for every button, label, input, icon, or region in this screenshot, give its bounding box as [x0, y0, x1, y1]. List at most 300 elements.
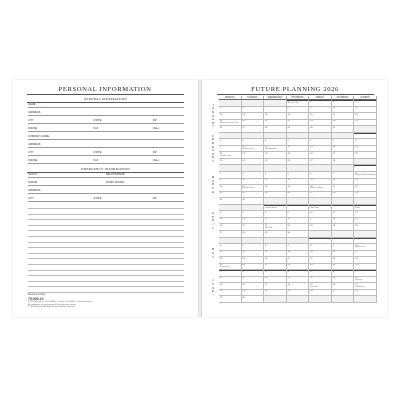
day-number: 15 [264, 218, 268, 221]
day-number: 25 [264, 159, 268, 162]
day-number: 13 [310, 146, 313, 149]
day-number: 16 [219, 185, 223, 188]
holiday-note: Earth Day [264, 227, 273, 229]
day-number: 24 [242, 159, 245, 162]
day-cell[interactable] [242, 165, 265, 172]
day-number: 14 [287, 251, 290, 254]
day-number: 8 [355, 139, 357, 142]
day-cell[interactable] [309, 296, 332, 303]
day-number: 9 [219, 146, 222, 149]
day-number: 18 [264, 152, 268, 155]
form-row[interactable] [28, 132, 184, 140]
day-number: 5 [242, 244, 244, 247]
field-label: CITY [28, 151, 34, 155]
day-number: 9 [219, 179, 222, 182]
day-number: 12 [355, 211, 358, 214]
day-number: 11 [332, 211, 335, 214]
day-number: 18 [355, 113, 358, 116]
day-number: 31 [355, 264, 358, 267]
form-row[interactable] [28, 108, 184, 116]
field-label: CELL [152, 127, 160, 131]
day-number: 23 [332, 257, 336, 260]
day-number: 27 [242, 126, 245, 129]
holiday-note: Juneteenth [310, 286, 318, 288]
day-number: 3 [242, 139, 244, 142]
month-label-april: A P R I L [211, 211, 215, 230]
day-number: 17 [332, 113, 336, 116]
holiday-note: New Year's Day [287, 103, 299, 105]
planning-calendar [211, 96, 377, 303]
emergency-information-header: EMERGENCY INFORMATION [27, 167, 184, 173]
day-number: 13 [242, 113, 245, 116]
day-cell[interactable] [309, 165, 332, 172]
field-label: NOTIFY [28, 173, 38, 177]
day-number: 2 [332, 238, 334, 241]
week-row [219, 296, 377, 303]
day-number: 26 [355, 225, 358, 227]
day-number: 11 [264, 179, 268, 182]
holiday-note: St. Patrick's Day [242, 188, 255, 190]
imprint-label: Reorder number [28, 293, 46, 297]
day-number: 14 [332, 179, 336, 182]
day-number: 19 [310, 283, 313, 286]
day-number: 24 [310, 225, 313, 227]
day-number: 21 [287, 257, 290, 260]
day-number: 9 [310, 107, 312, 110]
note-line[interactable] [28, 258, 184, 259]
form-row[interactable] [28, 156, 184, 164]
day-number: 4 [355, 100, 357, 103]
day-number: 21 [264, 120, 268, 123]
month-label-february: F E B R U A R Y [211, 133, 215, 163]
day-number: 30 [287, 231, 290, 234]
day-number: 26 [310, 290, 313, 293]
day-cell[interactable] [242, 231, 268, 238]
holiday-note: Father's Day [355, 286, 365, 288]
day-number: 27 [332, 290, 336, 293]
day-cell[interactable] [354, 296, 377, 303]
note-line[interactable] [28, 230, 184, 231]
form-row[interactable] [28, 194, 184, 202]
holiday-note: First Day of Spring [310, 188, 324, 190]
day-number: 23 [287, 225, 290, 227]
day-number: 23 [219, 192, 223, 195]
imprint-small-3: © 2025 Bluecoat. All Rights Reserved. Made in Vietnam. [28, 306, 76, 309]
day-number: 26 [287, 159, 290, 162]
day-number: 25 [355, 120, 358, 123]
day-number: 23 [310, 120, 313, 123]
day-number: 28 [264, 126, 268, 129]
day-number: 10 [242, 146, 245, 149]
day-cell[interactable] [332, 296, 355, 303]
field-label: CELL [152, 159, 160, 163]
holiday-note: Good Friday [310, 207, 319, 209]
day-number: 15 [219, 283, 223, 286]
day-number: 3 [332, 100, 334, 103]
day-number: 17 [310, 218, 313, 221]
note-line[interactable] [28, 275, 184, 276]
holiday-note: Memorial Day [219, 266, 230, 268]
reorder-code: 75-909-10 [28, 296, 44, 301]
weekday-label: WEDNESDAY [264, 96, 287, 100]
day-number: 12 [219, 113, 223, 116]
form-row[interactable] [28, 140, 184, 148]
day-number: 8 [264, 211, 267, 214]
field-label: ZIP [152, 151, 157, 155]
holiday-note: Flag Day [355, 279, 362, 281]
day-number: 1 [355, 133, 357, 136]
day-number: 7 [242, 211, 244, 214]
day-number: 22 [264, 225, 268, 227]
day-cell[interactable] [309, 231, 334, 241]
page-title: PERSONAL INFORMATION [58, 86, 152, 93]
day-number: 1 [310, 238, 312, 241]
field-label: COMPANY NAME [28, 135, 50, 139]
day-number: 16 [310, 113, 313, 116]
day-number: 19 [355, 218, 358, 221]
day-number: 10 [355, 244, 358, 247]
day-number: 11 [264, 146, 268, 149]
title-rule [27, 94, 184, 95]
day-cell[interactable] [219, 231, 245, 238]
field-label: ADDRESS [28, 143, 41, 147]
day-number: 25 [287, 290, 290, 293]
day-number: 12 [287, 146, 290, 149]
day-number: 22 [310, 257, 313, 260]
day-number: 29 [355, 192, 358, 195]
month-label-march: M A R C H [211, 175, 215, 194]
day-number: 26 [287, 192, 290, 195]
day-number: 27 [310, 159, 313, 162]
day-number: 26 [242, 264, 245, 267]
day-number: 20 [310, 185, 313, 188]
day-cell[interactable] [264, 165, 287, 172]
day-number: 20 [219, 225, 223, 227]
month-label-may: M A Y [211, 247, 215, 259]
day-number: 15 [355, 179, 358, 182]
field-label: PHONE [28, 127, 38, 131]
day-number: 11 [355, 107, 358, 110]
day-number: 7 [287, 244, 289, 247]
planner-spread [12, 80, 388, 317]
day-number: 8 [287, 107, 289, 110]
day-number: 4 [219, 244, 222, 247]
form-row[interactable] [28, 186, 184, 194]
title-rule [217, 94, 374, 95]
day-number: 29 [310, 264, 313, 267]
day-number: 21 [355, 283, 358, 286]
day-number: 29 [264, 231, 268, 234]
form-row[interactable] [28, 170, 184, 178]
day-cell[interactable] [332, 165, 355, 172]
form-row[interactable] [28, 148, 184, 156]
day-number: 22 [219, 290, 223, 293]
form-row[interactable] [28, 178, 184, 186]
day-number: 6 [219, 211, 222, 214]
day-number: 20 [264, 257, 268, 260]
day-number: 21 [332, 152, 336, 155]
day-number: 29 [219, 297, 223, 300]
day-number: 1 [219, 270, 222, 273]
day-number: 30 [219, 198, 223, 201]
day-cell[interactable] [242, 296, 265, 303]
day-number: 17 [264, 283, 268, 286]
day-number: 27 [310, 192, 313, 195]
form-row[interactable] [28, 124, 184, 132]
note-line[interactable] [28, 264, 184, 265]
field-label: PHONE [28, 181, 38, 185]
note-line[interactable] [28, 253, 184, 254]
day-number: 1 [355, 166, 357, 169]
day-number: 19 [219, 120, 223, 123]
field-label: ZIP [152, 197, 157, 201]
day-cell[interactable] [264, 231, 287, 238]
day-number: 14 [242, 218, 245, 221]
day-cell[interactable] [354, 165, 377, 172]
day-number: 20 [332, 283, 336, 286]
day-number: 5 [219, 107, 222, 110]
holiday-note: Valentine's Day [242, 149, 254, 151]
field-label: ADDRESS [28, 189, 41, 193]
day-number: 7 [355, 270, 357, 273]
weekday-label: SUNDAY [354, 96, 377, 100]
imprint [28, 293, 93, 309]
imprint-small-2: All trademarks are the property of their respective owners [28, 303, 77, 306]
day-number: 28 [242, 231, 245, 234]
field-label: PHONE [28, 159, 38, 163]
day-number: 23 [219, 159, 223, 162]
day-number: 25 [219, 264, 223, 267]
holiday-note: Passover Begins [264, 207, 277, 209]
day-number: 14 [355, 277, 358, 280]
day-number: 16 [242, 283, 245, 286]
day-number: 8 [310, 244, 312, 247]
day-number: 13 [332, 277, 336, 280]
field-label: STATE [93, 197, 102, 201]
day-number: 7 [332, 172, 334, 175]
note-line[interactable] [28, 242, 184, 243]
week-row [219, 165, 377, 172]
day-number: 12 [242, 251, 245, 254]
day-number: 22 [355, 185, 358, 188]
note-line[interactable] [28, 208, 184, 209]
day-number: 4 [287, 270, 289, 273]
month-label-june: J U N E [211, 278, 215, 294]
note-line[interactable] [28, 214, 184, 215]
day-number: 2 [310, 100, 312, 103]
day-number: 5 [310, 270, 312, 273]
holiday-note: Easter [355, 207, 360, 209]
day-number: 2 [287, 205, 289, 208]
day-cell[interactable] [287, 231, 312, 241]
day-number: 28 [332, 192, 336, 195]
day-number: 28 [332, 159, 336, 162]
note-line[interactable] [28, 219, 184, 220]
day-number: 21 [332, 185, 336, 188]
day-number: 5 [355, 205, 357, 208]
form-row[interactable] [28, 100, 184, 108]
weekday-label: FRIDAY [309, 96, 332, 100]
day-number: 31 [242, 198, 245, 201]
field-label: STATE [93, 119, 102, 123]
left-page-personal-information [12, 80, 198, 317]
day-number: 14 [264, 113, 268, 116]
day-number: 10 [264, 277, 268, 280]
day-number: 12 [287, 179, 290, 182]
day-number: 24 [332, 120, 336, 123]
day-number: 22 [355, 152, 358, 155]
note-line[interactable] [28, 236, 184, 237]
day-number: 23 [242, 290, 245, 293]
field-label: FAX [93, 127, 99, 131]
day-number: 6 [310, 139, 312, 142]
day-number: 30 [310, 126, 313, 129]
general-information-header: GENERAL INFORMATION [27, 97, 184, 103]
day-number: 3 [310, 205, 312, 208]
day-number: 25 [332, 225, 336, 227]
day-number: 13 [264, 251, 268, 254]
day-number: 7 [264, 107, 267, 110]
day-number: 30 [332, 264, 336, 267]
day-number: 1 [287, 100, 289, 103]
day-number: 10 [242, 179, 245, 182]
day-number: 4 [332, 205, 334, 208]
day-number: 17 [242, 185, 245, 188]
day-number: 16 [332, 251, 336, 254]
day-number: 24 [242, 192, 245, 195]
note-line[interactable] [28, 281, 184, 282]
day-number: 8 [219, 277, 222, 280]
day-number: 11 [219, 251, 223, 254]
day-number: 18 [219, 257, 223, 260]
day-number: 27 [264, 264, 268, 267]
day-number: 16 [287, 218, 290, 221]
day-number: 22 [287, 120, 290, 123]
day-number: 25 [264, 192, 268, 195]
day-number: 17 [242, 152, 245, 155]
field-label: ADDRESS [28, 111, 41, 115]
day-cell[interactable] [219, 296, 245, 303]
day-number: 6 [242, 107, 244, 110]
day-number: 4 [264, 139, 267, 142]
holiday-note: Daylight Saving Time Begins [355, 175, 376, 177]
day-number: 5 [287, 139, 289, 142]
holiday-note: Presidents' Day [219, 155, 231, 157]
note-line[interactable] [28, 225, 184, 226]
field-label: FAX [93, 159, 99, 163]
day-number: 31 [332, 126, 336, 129]
day-number: 6 [264, 244, 267, 247]
field-label: ZIP [152, 119, 157, 123]
day-number: 3 [242, 172, 244, 175]
right-page-future-planning [202, 80, 388, 317]
field-label: CITY [28, 119, 34, 123]
day-number: 14 [332, 146, 336, 149]
page-title: FUTURE PLANNING 2026 [251, 86, 339, 93]
day-number: 6 [310, 172, 312, 175]
day-number: 9 [242, 277, 244, 280]
day-number: 6 [332, 270, 334, 273]
form-row[interactable] [28, 116, 184, 124]
note-line[interactable] [28, 270, 184, 271]
day-number: 2 [219, 139, 222, 142]
day-number: 17 [355, 251, 358, 254]
day-number: 10 [310, 211, 313, 214]
day-number: 15 [310, 251, 313, 254]
holiday-note: Ash Wednesday [264, 149, 277, 151]
day-number: 20 [310, 152, 313, 155]
day-number: 9 [332, 244, 334, 247]
day-number: 20 [242, 120, 245, 123]
day-number: 24 [264, 290, 268, 293]
day-number: 13 [310, 179, 313, 182]
day-number: 11 [287, 277, 290, 280]
day-number: 30 [242, 297, 245, 300]
note-line[interactable] [28, 247, 184, 248]
day-cell[interactable] [287, 165, 310, 172]
month-label-january: J A N U A R Y [211, 102, 215, 129]
day-number: 21 [242, 225, 245, 227]
field-label: WORK PHONE [106, 181, 125, 185]
day-number: 4 [264, 172, 267, 175]
day-number: 1 [264, 205, 267, 208]
day-number: 10 [332, 107, 336, 110]
day-number: 28 [355, 290, 358, 293]
day-number: 3 [264, 270, 267, 273]
day-number: 9 [287, 211, 289, 214]
week-row [219, 231, 377, 241]
day-cell[interactable] [332, 231, 357, 241]
day-number: 18 [287, 283, 290, 286]
weekday-label: TUESDAY [242, 96, 265, 100]
day-cell[interactable] [219, 165, 242, 172]
day-number: 16 [219, 152, 223, 155]
day-number: 2 [242, 270, 244, 273]
day-number: 24 [355, 257, 358, 260]
day-number: 15 [287, 113, 290, 116]
day-cell[interactable] [287, 296, 310, 303]
note-line[interactable] [28, 286, 184, 287]
weekday-label: MONDAY [219, 96, 242, 100]
day-cell[interactable] [264, 296, 287, 303]
holiday-note: Mother's Day [355, 247, 365, 249]
weekday-label: THURSDAY [287, 96, 310, 100]
day-number: 28 [287, 264, 290, 267]
day-number: 18 [332, 218, 336, 221]
day-number: 7 [332, 139, 334, 142]
day-number: 19 [287, 152, 290, 155]
field-label: NAME [28, 103, 36, 107]
day-number: 19 [287, 185, 290, 188]
field-label: RELATIONSHIP [106, 173, 125, 177]
day-number: 26 [219, 126, 223, 129]
day-number: 27 [219, 231, 223, 234]
field-label: CITY [28, 197, 34, 201]
day-number: 3 [355, 238, 357, 241]
day-number: 15 [355, 146, 358, 149]
day-number: 5 [287, 172, 289, 175]
day-number: 8 [355, 172, 357, 175]
day-cell[interactable] [354, 231, 377, 241]
weekday-label: SATURDAY [332, 96, 355, 100]
day-number: 12 [310, 277, 313, 280]
day-number: 2 [219, 172, 222, 175]
day-number: 29 [287, 126, 290, 129]
day-number: 13 [219, 218, 223, 221]
day-number: 19 [242, 257, 245, 260]
holiday-note: Martin Luther King Jr. Day [219, 122, 239, 124]
imprint-small-1: ©2025 Bluecoat, P.O. Box 308001 · Dayton, Ohio 45430 · www.bluecoat.com [28, 301, 93, 304]
